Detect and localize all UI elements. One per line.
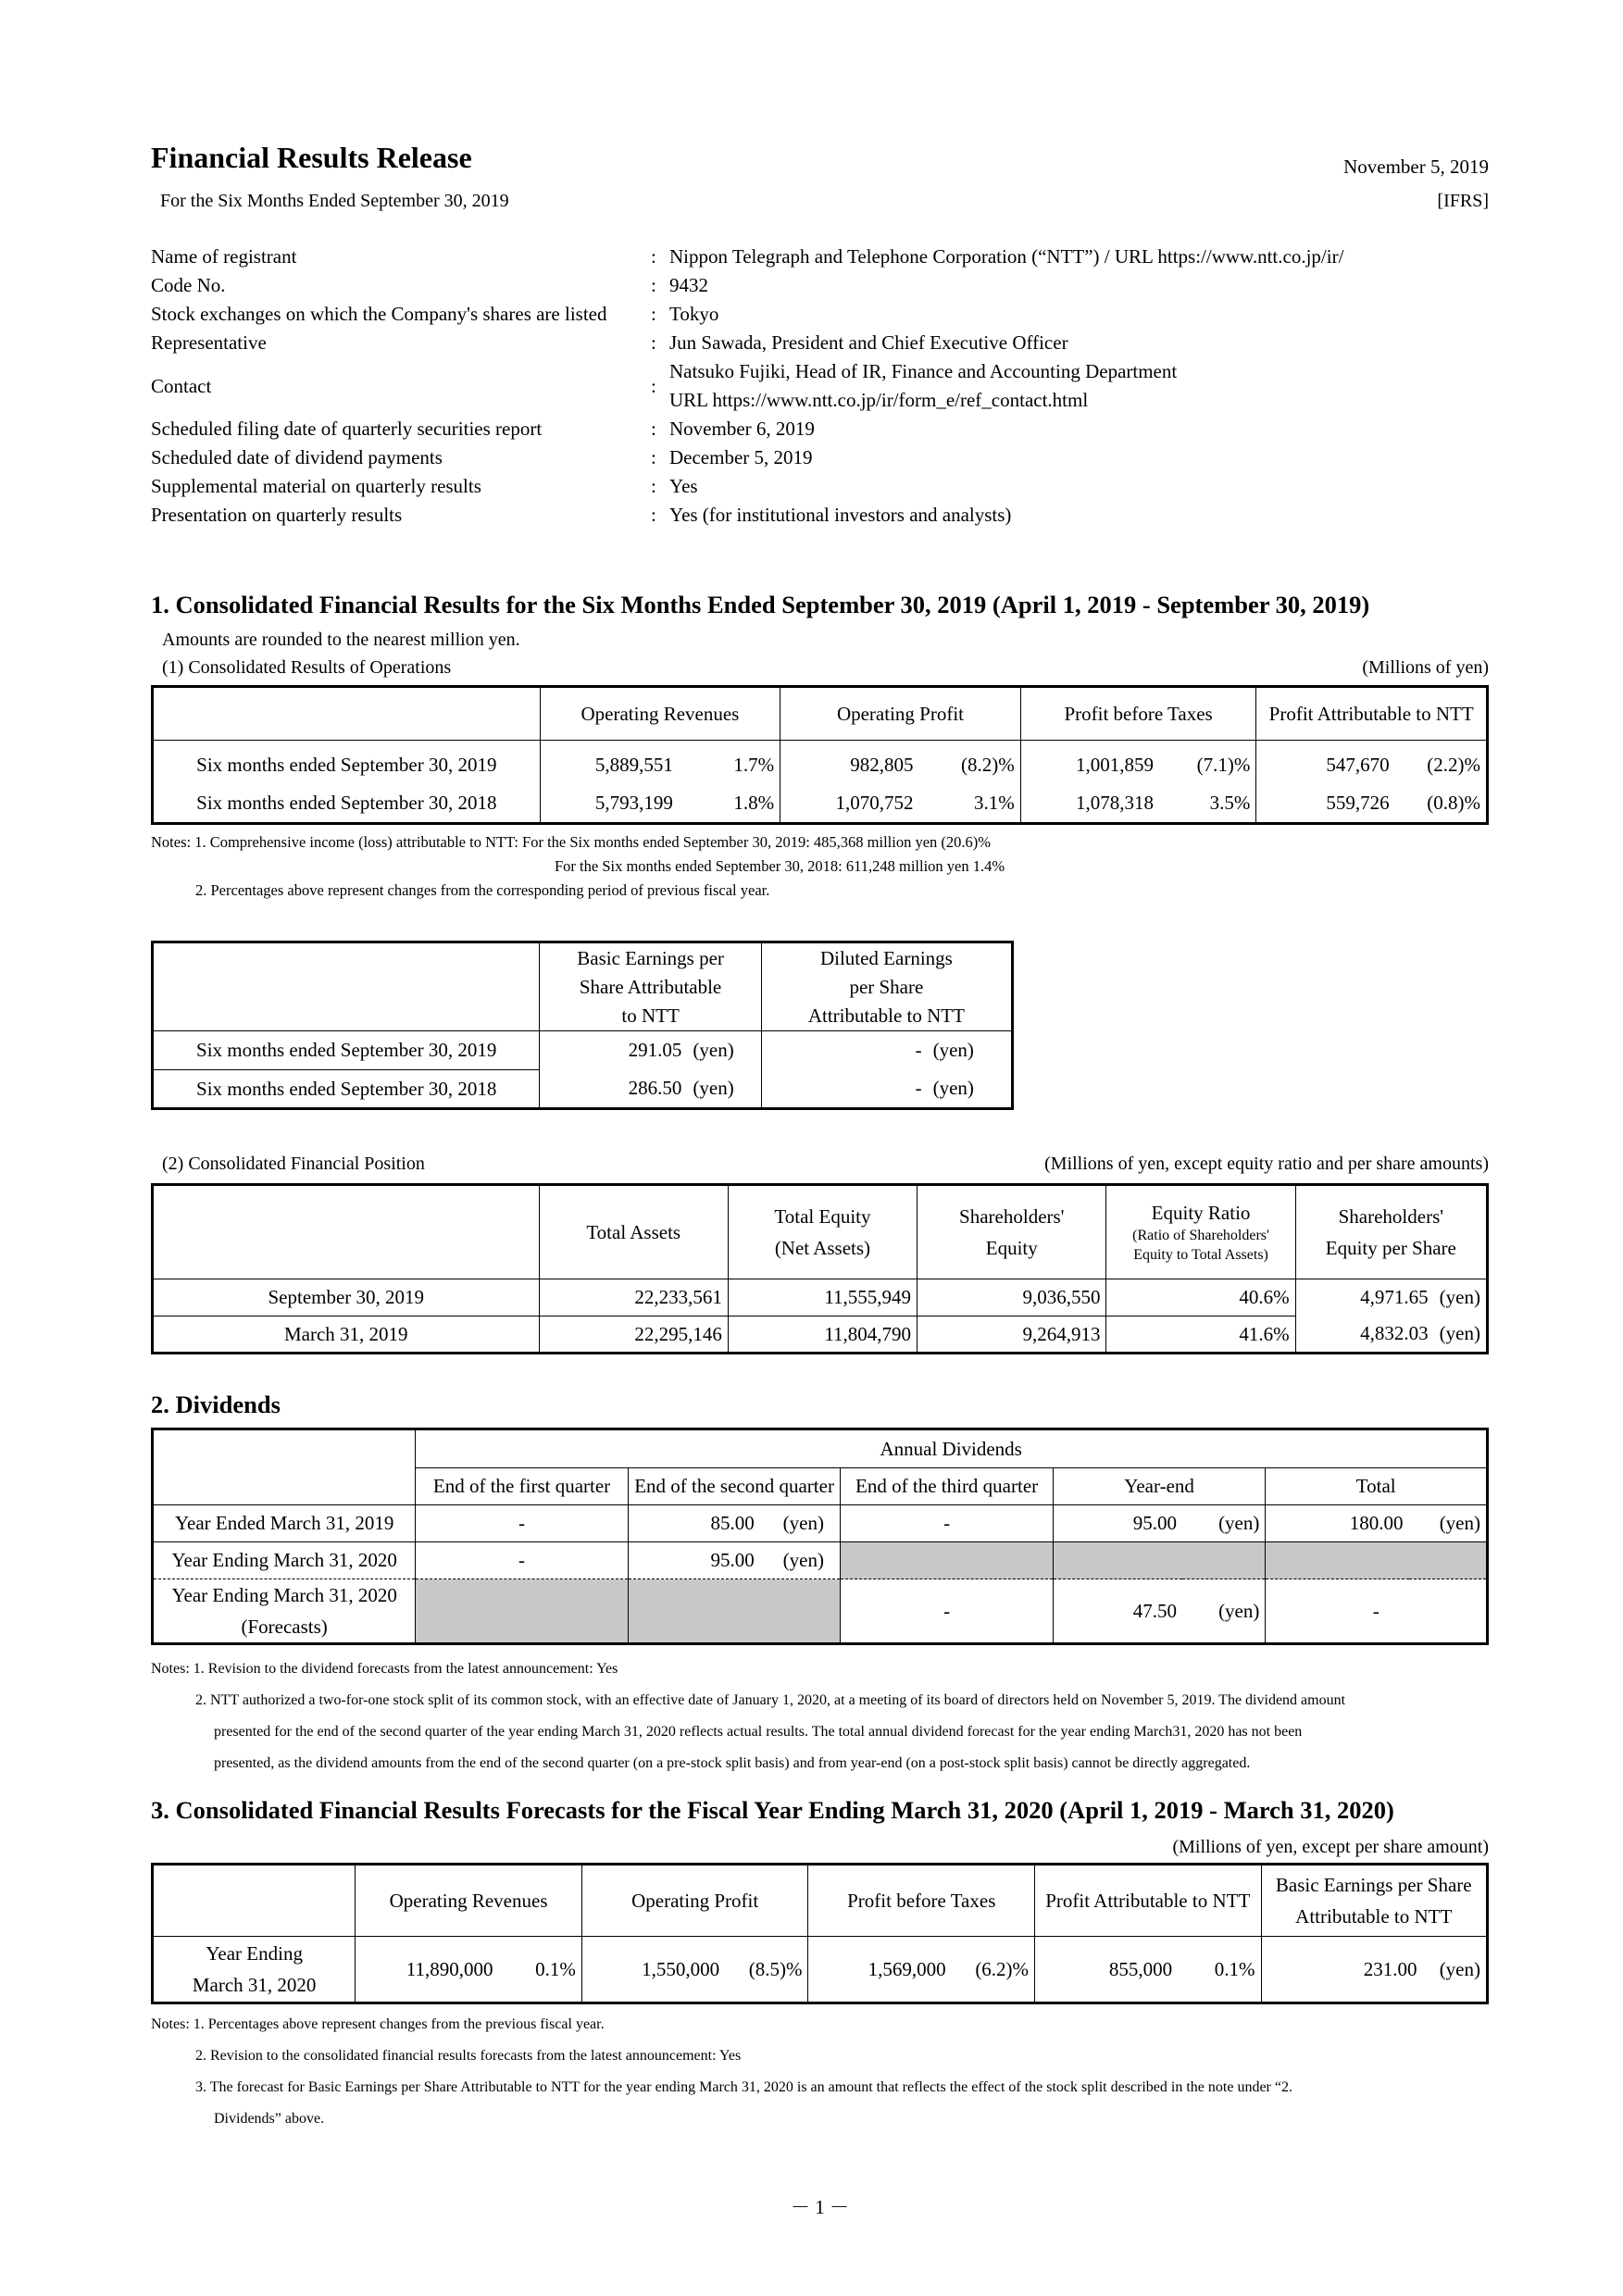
column-header: Total [1266,1468,1488,1505]
row-label: September 30, 2019 [153,1279,540,1316]
contact-value [669,357,1177,415]
row-label: Year Ended March 31, 2019 [153,1505,416,1542]
column-header [1295,1185,1487,1279]
row-label-line: Year Ending [206,1942,303,1965]
shaded-cell [1053,1542,1266,1579]
colon: : [651,331,656,354]
empty-cell [153,1429,416,1505]
column-header: Operating Profit [581,1865,808,1937]
percent-cell: (6.2)% [952,1937,1035,2003]
amount: 85.00 [710,1512,755,1534]
registrant-value: Yes [669,475,698,497]
value-cell: - [1266,1579,1488,1644]
value-cell: - [915,1039,922,1062]
value-cell: - [841,1505,1053,1542]
note-line: Notes: 1. Percentages above represent changes from the previous fiscal year. [151,2016,605,2032]
registrant-label: Representative [151,331,267,354]
document-title: Financial Results Release [151,141,472,174]
row-label-line: March 31, 2020 [192,1974,317,1996]
table-header-row [153,942,1013,1031]
colon: : [651,504,656,526]
registrant-row [151,443,1489,472]
registrant-value: Jun Sawada, President and Chief Executive Officer [669,331,1068,354]
value-cell: 11,890,000 [406,1957,493,1980]
registrant-value: November 6, 2019 [669,418,815,440]
value-cell: - [416,1542,628,1579]
registrant-row [151,357,1489,415]
header-line: Basic Earnings per Share [1275,1874,1472,1896]
value-cell: 11,555,949 [728,1279,917,1316]
registrant-info [151,243,1489,530]
header-line: Shareholders' [1338,1205,1444,1228]
value-cell: 855,000 [1108,1957,1173,1980]
table-row [153,785,1488,824]
value-cell [628,1542,841,1579]
percent-cell: 0.1% [1178,1937,1261,2003]
header-line: Equity to Total Assets) [1133,1247,1268,1263]
value-cell: 95.00 [1053,1505,1182,1542]
registrant-value: Nippon Telegraph and Telephone Corporation (“NTT”) / URL https://www.ntt.co.jp/ir/ [669,245,1344,268]
ops-note-1: Notes: 1. Comprehensive income (loss) attributable to NTT: For the Six months ended September 30, 2019: 485,368 million yen (20.6)% [151,833,992,851]
value-cell: 559,726 [1326,792,1390,815]
value-cell: 5,889,551 [594,754,673,776]
dividend-notes [151,1653,1489,1779]
registrant-value: Tokyo [669,303,719,325]
shaded-cell [841,1542,1053,1579]
value-cell: 231.00 [1363,1957,1417,1980]
colon: : [651,245,656,268]
registrant-label: Contact [151,374,212,397]
unit-cell: (yen) [1182,1505,1266,1542]
table-row [153,1031,1013,1070]
row-label: Six months ended September 30, 2019 [153,746,541,785]
column-header: Year-end [1053,1468,1266,1505]
results-subheading: (1) Consolidated Results of Operations [162,657,452,678]
value-cell: 22,233,561 [539,1279,728,1316]
unit-cell: (yen) [687,1031,761,1070]
registrant-row [151,300,1489,329]
row-label: Six months ended September 30, 2019 [153,1031,540,1070]
value-cell: 9,264,913 [918,1316,1106,1354]
section-1-heading: 1. Consolidated Financial Results for the Six Months Ended September 30, 2019 (April 1, 2019 - September 30, 2019) [151,591,1370,618]
value-cell: 47.50 [1053,1579,1182,1644]
shaded-cell [1266,1542,1488,1579]
row-label: Six months ended September 30, 2018 [153,1070,540,1109]
note-line: presented for the end of the second quarter of the year ending March 31, 2020 reflects actual results. The total annual dividend forecast for the year ending March31, 2020 has not been [214,1724,1303,1740]
header-line: to NTT [621,1004,680,1027]
unit-cell: (yen) [1439,1957,1480,1980]
row-label: Year Ending March 31, 2020 [153,1542,416,1579]
percent-cell: 0.1% [499,1937,582,2003]
units-label: (Millions of yen) [1362,657,1489,678]
column-header: Operating Revenues [356,1865,582,1937]
registrant-label: Scheduled date of dividend payments [151,446,443,468]
header-line: Total Equity [774,1205,871,1228]
value-cell [628,1505,841,1542]
table-header-row [153,1185,1488,1279]
table-row [153,1316,1488,1354]
unit-cell: (yen) [1182,1579,1266,1644]
value-cell: - [416,1505,628,1542]
percent-cell: 1.8% [679,785,780,824]
table-row [153,1279,1488,1316]
value-cell: 982,805 [850,754,914,776]
header-line: (Net Assets) [774,1237,871,1259]
forecast-table [151,1863,1489,2004]
value-cell: 180.00 [1266,1505,1409,1542]
header-line: Equity [985,1237,1038,1259]
empty-cell [153,942,540,1031]
colon: : [651,274,656,296]
unit: (yen) [782,1549,824,1571]
registrant-label: Scheduled filing date of quarterly securities report [151,418,543,440]
value-cell: 11,804,790 [728,1316,917,1354]
row-label: Six months ended September 30, 2018 [153,785,541,824]
table-row [153,1937,1488,2003]
value-cell: 1,070,752 [835,792,914,815]
header-line: Equity Ratio [1151,1202,1251,1225]
column-header: Operating Profit [780,687,1021,741]
value-cell: 4,832.03 [1360,1322,1429,1345]
shaded-cell [416,1579,628,1644]
registrant-row [151,415,1489,443]
accounting-standard: [IFRS] [1437,191,1489,211]
registrant-label: Name of registrant [151,245,297,268]
section-3-heading: 3. Consolidated Financial Results Forecasts for the Fiscal Year Ending March 31, 2020 (April 1, 2019 - March 31, 2020) [151,1796,1394,1824]
contact-url: URL https://www.ntt.co.jp/ir/form_e/ref_contact.html [669,389,1089,411]
column-header: End of the first quarter [416,1468,628,1505]
position-subheading: (2) Consolidated Financial Position [162,1154,425,1174]
header-line: (Ratio of Shareholders' [1132,1228,1269,1244]
registrant-label: Stock exchanges on which the Company's shares are listed [151,303,607,325]
column-header: Annual Dividends [416,1429,1488,1468]
column-header: Operating Revenues [540,687,780,741]
percent-cell: 1.7% [679,746,780,785]
header-line: Shareholders' [959,1205,1065,1228]
table-row [153,1505,1488,1542]
header-line: Attributable to NTT [1295,1905,1453,1928]
header-line: Share Attributable [579,975,722,998]
section-2-heading: 2. Dividends [151,1391,281,1418]
unit-cell: (yen) [1409,1505,1488,1542]
registrant-row [151,472,1489,501]
release-date: November 5, 2019 [1343,156,1489,178]
row-label-line: (Forecasts) [241,1616,328,1638]
registrant-value: December 5, 2019 [669,446,813,468]
empty-cell [153,687,541,741]
value-cell: 547,670 [1326,754,1390,776]
value-cell: 40.6% [1106,1279,1295,1316]
header-line: Equity per Share [1325,1237,1456,1259]
header-line: Attributable to NTT [807,1004,965,1027]
registrant-row [151,271,1489,300]
percent-cell: (8.2)% [918,746,1020,785]
row-label-line: Year Ending March 31, 2020 [171,1584,397,1606]
percent-cell: (0.8)% [1427,792,1480,815]
percent-cell: 3.5% [1159,785,1256,824]
ops-note-2: 2. Percentages above represent changes from the corresponding period of previous fiscal year. [195,881,770,899]
column-header [1261,1865,1488,1937]
empty-cell [153,1185,540,1279]
registrant-row [151,501,1489,530]
table-header-row [153,1865,1488,1937]
registrant-label: Presentation on quarterly results [151,504,403,526]
note-line: 3. The forecast for Basic Earnings per Share Attributable to NTT for the year ending March 31, 2020 is an amount that reflects the effect of the stock split described in the note under “2. [195,2079,1292,2095]
note-line: 2. NTT authorized a two-for-one stock split of its common stock, with an effective date of January 1, 2020, at a meeting of its board of directors held on November 5, 2019. The dividend amount [195,1692,1346,1708]
row-label [153,1579,416,1644]
contact-name: Natsuko Fujiki, Head of IR, Finance and Accounting Department [669,360,1178,382]
shaded-cell [628,1579,841,1644]
dividends-table [151,1428,1489,1645]
column-header: End of the third quarter [841,1468,1053,1505]
colon: : [651,374,656,397]
percent-cell: (7.1)% [1159,746,1256,785]
column-header: Total Assets [539,1185,728,1279]
value-cell: 41.6% [1106,1316,1295,1354]
colon: : [651,475,656,497]
column-header: Profit Attributable to NTT [1256,687,1488,741]
table-row [153,746,1488,785]
column-header [761,942,1012,1031]
note-line: 2. Revision to the consolidated financial results forecasts from the latest announcement: Yes [195,2048,742,2064]
colon: : [651,303,656,325]
table-header-row [153,687,1488,741]
value-cell: 22,295,146 [539,1316,728,1354]
note-line: presented, as the dividend amounts from the end of the second quarter (on a pre-stock split basis) and from year-end (on a post-stock split basis) cannot be directly aggregated. [214,1755,1251,1771]
value-cell: 291.05 [628,1039,682,1062]
unit: (yen) [782,1512,824,1534]
value-cell: - [841,1579,1053,1644]
value-cell: 1,569,000 [868,1957,946,1980]
forecast-notes [151,2009,1489,2135]
registrant-label: Code No. [151,274,226,296]
column-header [540,942,761,1031]
ops-note-1b: For the Six months ended September 30, 2018: 611,248 million yen 1.4% [555,857,1005,875]
value-cell: 1,001,859 [1076,754,1155,776]
value-cell: 1,550,000 [642,1957,720,1980]
registrant-label: Supplemental material on quarterly results [151,475,481,497]
header-line: per Share [849,975,924,998]
unit-cell: (yen) [1439,1286,1480,1309]
colon: : [651,418,656,440]
unit-cell: (yen) [687,1070,761,1109]
amount: 95.00 [710,1549,755,1571]
table-row [153,1579,1488,1644]
value-cell: 9,036,550 [918,1279,1106,1316]
value-cell: 286.50 [628,1077,682,1100]
percent-cell: (2.2)% [1427,754,1480,776]
header-line: Diluted Earnings [819,946,953,969]
column-header: Profit Attributable to NTT [1035,1865,1261,1937]
column-header [918,1185,1106,1279]
eps-table [151,941,1014,1110]
unit-cell: (yen) [932,1077,974,1100]
value-cell: 1,078,318 [1076,792,1155,815]
page-number: － 1 － [791,2196,849,2218]
position-units: (Millions of yen, except equity ratio and per share amounts) [1044,1154,1489,1174]
colon: : [651,446,656,468]
registrant-value: Yes (for institutional investors and analysts) [669,504,1012,526]
value-cell: 5,793,199 [594,792,673,815]
note-line: Notes: 1. Revision to the dividend forecasts from the latest announcement: Yes [151,1661,618,1677]
row-label: March 31, 2019 [153,1316,540,1354]
registrant-row [151,329,1489,357]
note-line: Dividends” above. [214,2111,325,2127]
table-header-row [153,1429,1488,1468]
column-header [1106,1185,1295,1279]
percent-cell: 3.1% [918,785,1020,824]
column-header [728,1185,917,1279]
unit-cell: (yen) [1439,1322,1480,1345]
rounding-note: Amounts are rounded to the nearest million yen. [162,630,520,650]
row-label [153,1937,356,2003]
value-cell: - [915,1077,922,1100]
registrant-row [151,243,1489,271]
column-header: Profit before Taxes [808,1865,1035,1937]
column-header: Profit before Taxes [1020,687,1256,741]
operations-table [151,685,1489,825]
empty-cell [153,1865,356,1937]
column-header: End of the second quarter [628,1468,841,1505]
registrant-value: 9432 [669,274,708,296]
table-row [153,1542,1488,1579]
unit-cell: (yen) [932,1039,974,1062]
table-row [153,1070,1013,1109]
forecast-units: (Millions of yen, except per share amount) [1172,1837,1489,1857]
value-cell: 4,971.65 [1360,1286,1429,1309]
financial-position-table [151,1183,1489,1354]
percent-cell: (8.5)% [725,1937,808,2003]
header-line: Basic Earnings per [577,946,724,969]
document-subtitle: For the Six Months Ended September 30, 2019 [160,191,509,211]
